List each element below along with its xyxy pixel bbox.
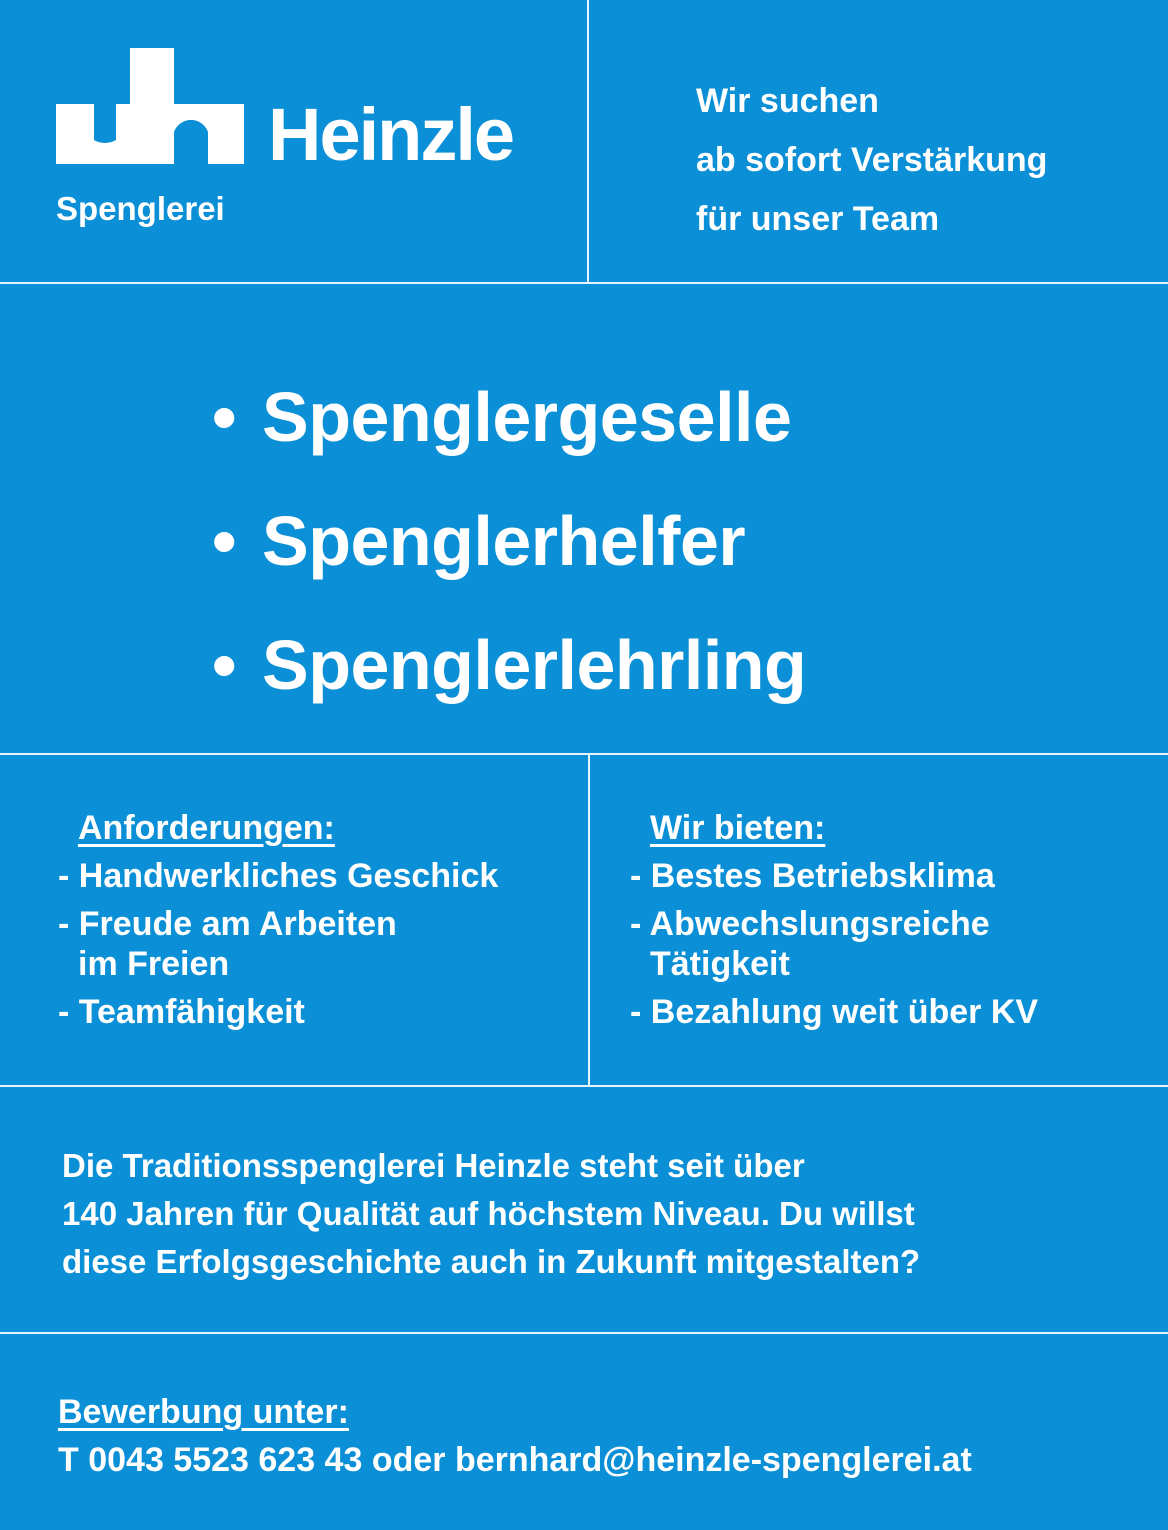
job-item (212, 603, 806, 727)
tagline-line: Wir suchen (696, 82, 879, 120)
offer-text: Bestes Betriebsklima (650, 857, 995, 895)
offer-text: Bezahlung weit über KV (650, 993, 1039, 1031)
offer-item (630, 856, 1038, 896)
requirement-text: Handwerkliches Geschick (78, 857, 499, 895)
job-item (212, 479, 806, 603)
about-line: Die Traditionsspenglerei Heinzle steht seit über (62, 1147, 805, 1184)
dash: - (630, 993, 651, 1031)
requirement-text-continued: im Freien (78, 945, 230, 983)
bullet-icon: • (212, 502, 237, 580)
logo-text: Heinzle (268, 93, 514, 176)
tagline-line: für unser Team (696, 200, 940, 238)
about-paragraph (62, 1142, 1122, 1286)
logo-subtitle: Spenglerei (56, 190, 225, 227)
heinzle-logo-icon (56, 48, 256, 164)
requirements-section (58, 808, 498, 1040)
contact-heading: Bewerbung unter: (58, 1393, 349, 1431)
tagline-line: ab sofort Verstärkung (696, 141, 1048, 179)
offer-heading: Wir bieten: (650, 809, 826, 847)
requirement-item (58, 992, 498, 1032)
about-line: diese Erfolgsgeschichte auch in Zukunft mitgestalten? (62, 1243, 921, 1280)
divider-columns-vertical (588, 754, 590, 1086)
bullet-icon: • (212, 626, 237, 704)
job-title: Spenglergeselle (262, 378, 792, 456)
divider-header (0, 282, 1168, 284)
dash: - (58, 857, 79, 895)
divider-header-vertical (587, 0, 589, 283)
divider-jobs (0, 753, 1168, 755)
requirement-item (58, 856, 498, 896)
offer-section (630, 808, 1038, 1040)
offer-item (630, 904, 1038, 984)
offer-text-continued: Tätigkeit (650, 945, 790, 983)
dash: - (58, 905, 79, 943)
job-title: Spenglerlehrling (262, 626, 807, 704)
requirement-text: Teamfähigkeit (78, 993, 305, 1031)
contact-section (58, 1388, 972, 1484)
dash: - (630, 905, 650, 943)
requirement-text: Freude am Arbeiten (78, 905, 397, 943)
offer-text: Abwechslungsreiche (649, 905, 990, 943)
job-item (212, 355, 806, 479)
requirement-item (58, 904, 498, 984)
dash: - (58, 993, 79, 1031)
company-logo (56, 48, 526, 176)
divider-columns (0, 1085, 1168, 1087)
contact-details: T 0043 5523 623 43 oder bernhard@heinzle-spenglerei.at (58, 1441, 972, 1479)
tagline (696, 72, 1047, 249)
bullet-icon: • (212, 378, 237, 456)
about-line: 140 Jahren für Qualität auf höchstem Niveau. Du willst (62, 1195, 915, 1232)
offer-item (630, 992, 1038, 1032)
requirements-heading: Anforderungen: (78, 809, 335, 847)
divider-about (0, 1332, 1168, 1334)
job-title: Spenglerhelfer (262, 502, 746, 580)
dash: - (630, 857, 651, 895)
job-list (212, 355, 806, 727)
